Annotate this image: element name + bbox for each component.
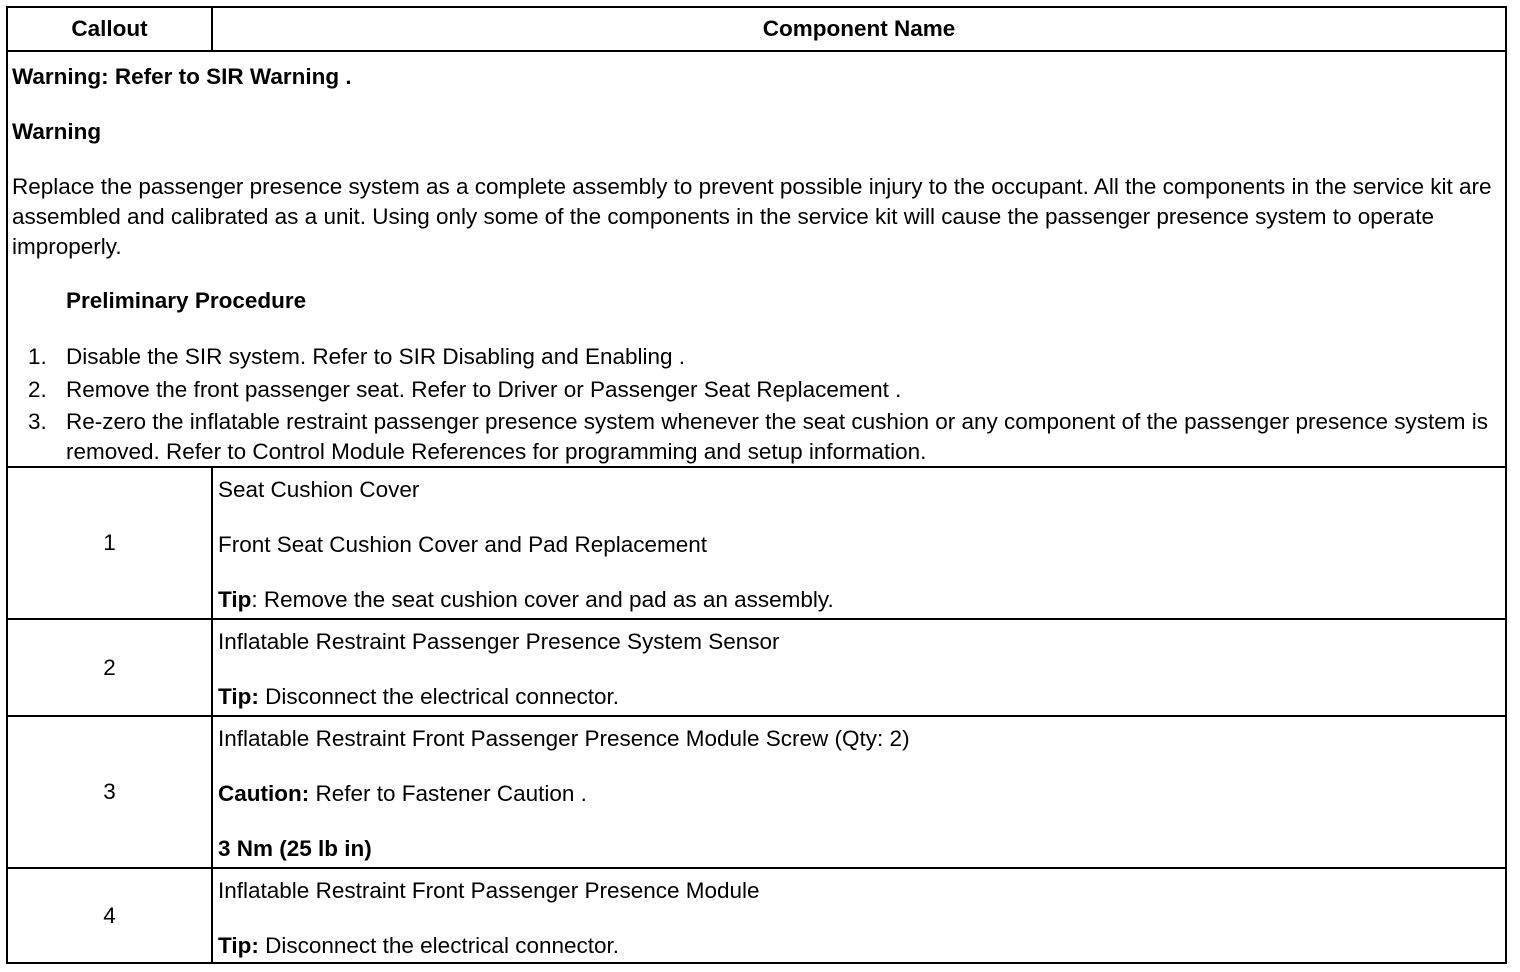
- component-cell: [218, 468, 1497, 618]
- tip-note: [218, 931, 619, 961]
- tip-note: [218, 682, 619, 712]
- component-cell: [218, 717, 1497, 867]
- warning-title: Warning: [12, 119, 102, 144]
- component-name: Inflatable Restraint Front Passenger Presence Module: [218, 878, 760, 903]
- table-header: [8, 8, 1505, 52]
- procedure-reference: Front Seat Cushion Cover and Pad Replacement: [218, 532, 708, 557]
- callout-number: 2: [8, 620, 213, 715]
- tip-note: [218, 585, 834, 615]
- sir-warning-reference: Warning: Refer to SIR Warning .: [12, 64, 352, 89]
- preliminary-procedure-title: Preliminary Procedure: [66, 288, 307, 313]
- tip-label: Tip:: [218, 933, 259, 958]
- callout-number: 3: [8, 717, 213, 867]
- callout-number: 1: [8, 468, 213, 618]
- component-name: Inflatable Restraint Front Passenger Presence Module Screw (Qty: 2): [218, 726, 910, 751]
- table-row: [8, 717, 1505, 869]
- component-column-header: Component Name: [762, 16, 956, 41]
- step-text: Disable the SIR system. Refer to SIR Disabling and Enabling .: [66, 344, 686, 369]
- component-table: [6, 6, 1507, 964]
- step-text: Re-zero the inflatable restraint passenger presence system whenever the seat cushion or any component of the passenger presence system is removed. Refer to Control Module References for programming and setup information.: [66, 409, 1489, 464]
- table-row: [8, 869, 1505, 962]
- step-number: 3.: [28, 409, 47, 434]
- step-number: 2.: [28, 377, 47, 402]
- table-row: [8, 620, 1505, 717]
- tip-label: Tip:: [218, 684, 259, 709]
- component-cell: [218, 620, 1497, 715]
- callout-column-header: Callout: [8, 8, 213, 50]
- table-row: [8, 468, 1505, 620]
- component-name: Inflatable Restraint Passenger Presence System Sensor: [218, 629, 780, 654]
- torque-spec: 3 Nm (25 lb in): [218, 836, 372, 861]
- component-name: Seat Cushion Cover: [218, 477, 420, 502]
- caution-note: [218, 779, 587, 809]
- tip-label: Tip: [218, 587, 252, 612]
- caution-text: Refer to Fastener Caution .: [309, 781, 587, 806]
- warning-text: Replace the passenger presence system as a complete assembly to prevent possible injury to the occupant. All the components in the service kit are assembled and calibrated as a unit. Using only some of the components in the service kit will cause the passenger presence system to operate improperly.: [12, 174, 1492, 259]
- caution-label: Caution:: [218, 781, 310, 806]
- tip-text: Disconnect the electrical connector.: [258, 684, 620, 709]
- tip-text: : Remove the seat cushion cover and pad as an assembly.: [251, 587, 834, 612]
- callout-number: 4: [8, 869, 213, 962]
- step-text: Remove the front passenger seat. Refer to Driver or Passenger Seat Replacement .: [66, 377, 902, 402]
- component-cell: [218, 869, 1497, 962]
- warning-section: [8, 52, 1505, 468]
- tip-text: Disconnect the electrical connector.: [258, 933, 620, 958]
- step-number: 1.: [28, 344, 47, 369]
